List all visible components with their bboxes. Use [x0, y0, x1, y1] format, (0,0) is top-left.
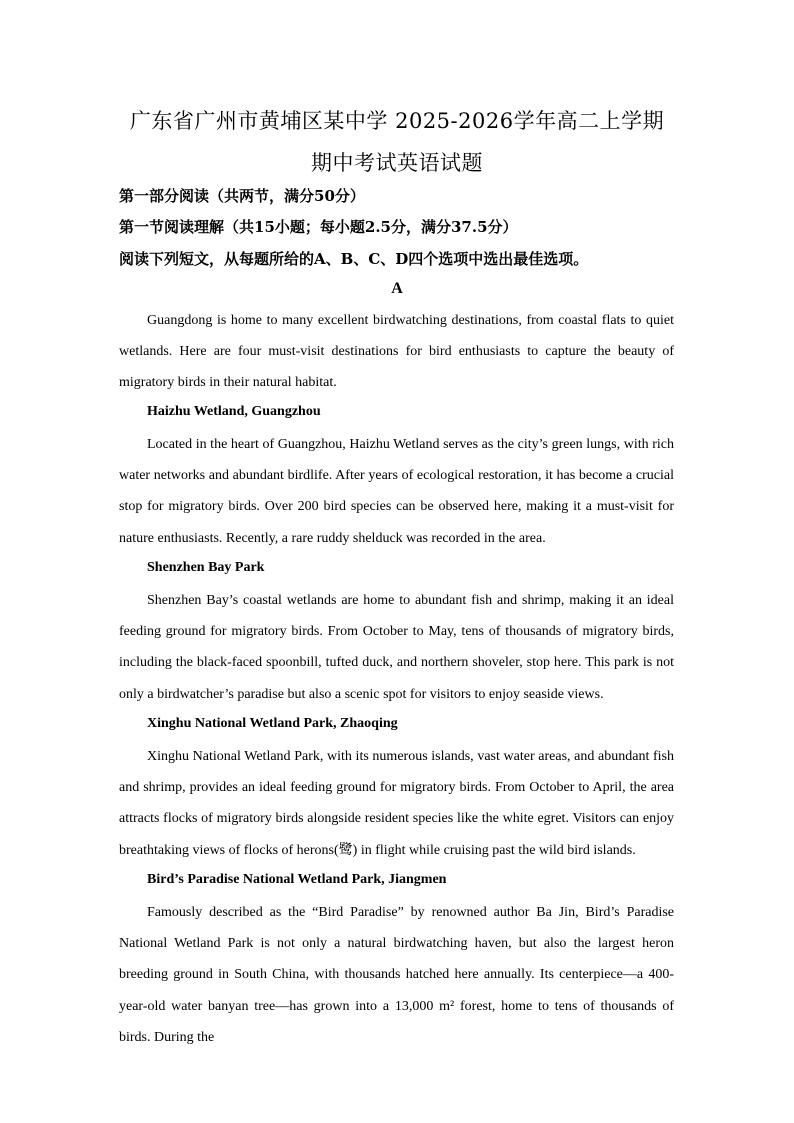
- destination-paragraph-block-shenzhen: [119, 585, 674, 710]
- destination-paragraph-xinghu: Xinghu National Wetland Park, with its numerous islands, vast water areas, and abundant fish and shrimp, provides an ideal feeding ground for migratory birds. From October to April, the area attracts flocks of migratory birds alongside resident species like the white egret. Visitors can enjoy breathtaking views of flocks of herons(鹭) in flight while cruising past the wild bird islands.: [119, 749, 674, 858]
- destination-paragraph-block-xinghu: [119, 741, 674, 866]
- destination-paragraph-shenzhen: Shenzhen Bay’s coastal wetlands are home to abundant fish and shrimp, making it an ideal feeding ground for migratory birds. From October to May, tens of thousands of migratory birds, including the black-faced spoonbill, tufted duck, and northern shoveler, stop here. This park is not only a birdwatcher’s paradise but also a scenic spot for visitors to enjoy seaside views.: [119, 593, 674, 702]
- destination-heading-jiangmen: Bird’s Paradise National Wetland Park, Jiangmen: [147, 872, 447, 887]
- destination-paragraph-block-haizhu: [119, 429, 674, 554]
- document-title-line1: 广东省广州市黄埔区某中学 2025-2026学年高二上学期: [129, 109, 665, 133]
- passage-letter: A: [391, 280, 403, 297]
- destination-paragraph-jiangmen: Famously described as the “Bird Paradise” by renowned author Ba Jin, Bird’s Paradise National Wetland Park is not only a natural birdwatching haven, but also the largest heron breeding ground in South China, with thousands hatched here annually. Its centerpiece—a 400-year-old water banyan tree—has grown into a 13,000 m² forest, home to tens of thousands of birds. During the: [119, 905, 674, 1045]
- destination-heading-xinghu: Xinghu National Wetland Park, Zhaoqing: [147, 716, 398, 731]
- part-heading: 第一部分阅读（共两节，满分50分）: [119, 187, 365, 205]
- section-heading: 第一节阅读理解（共15小题；每小题2.5分，满分37.5分）: [119, 218, 518, 236]
- document-title-line2: 期中考试英语试题: [311, 151, 483, 175]
- destination-paragraph-block-jiangmen: [119, 897, 674, 1053]
- directions: 阅读下列短文，从每题所给的A、B、C、D四个选项中选出最佳选项。: [119, 250, 589, 268]
- destination-paragraph-haizhu: Located in the heart of Guangzhou, Haizhu Wetland serves as the city’s green lungs, with rich water networks and abundant birdlife. After years of ecological restoration, it has become a crucial stop for migratory birds. Over 200 bird species can be observed here, making it a must-visit for nature enthusiasts. Recently, a rare ruddy shelduck was recorded in the area.: [119, 437, 674, 546]
- intro-paragraph: Guangdong is home to many excellent birdwatching destinations, from coastal flats to quiet wetlands. Here are four must-visit destinations for bird enthusiasts to capture the beauty of migratory birds in their natural habitat.: [119, 313, 674, 391]
- intro-paragraph-block: [119, 305, 674, 399]
- destination-heading-shenzhen: Shenzhen Bay Park: [147, 560, 265, 575]
- destination-heading-haizhu: Haizhu Wetland, Guangzhou: [147, 404, 321, 419]
